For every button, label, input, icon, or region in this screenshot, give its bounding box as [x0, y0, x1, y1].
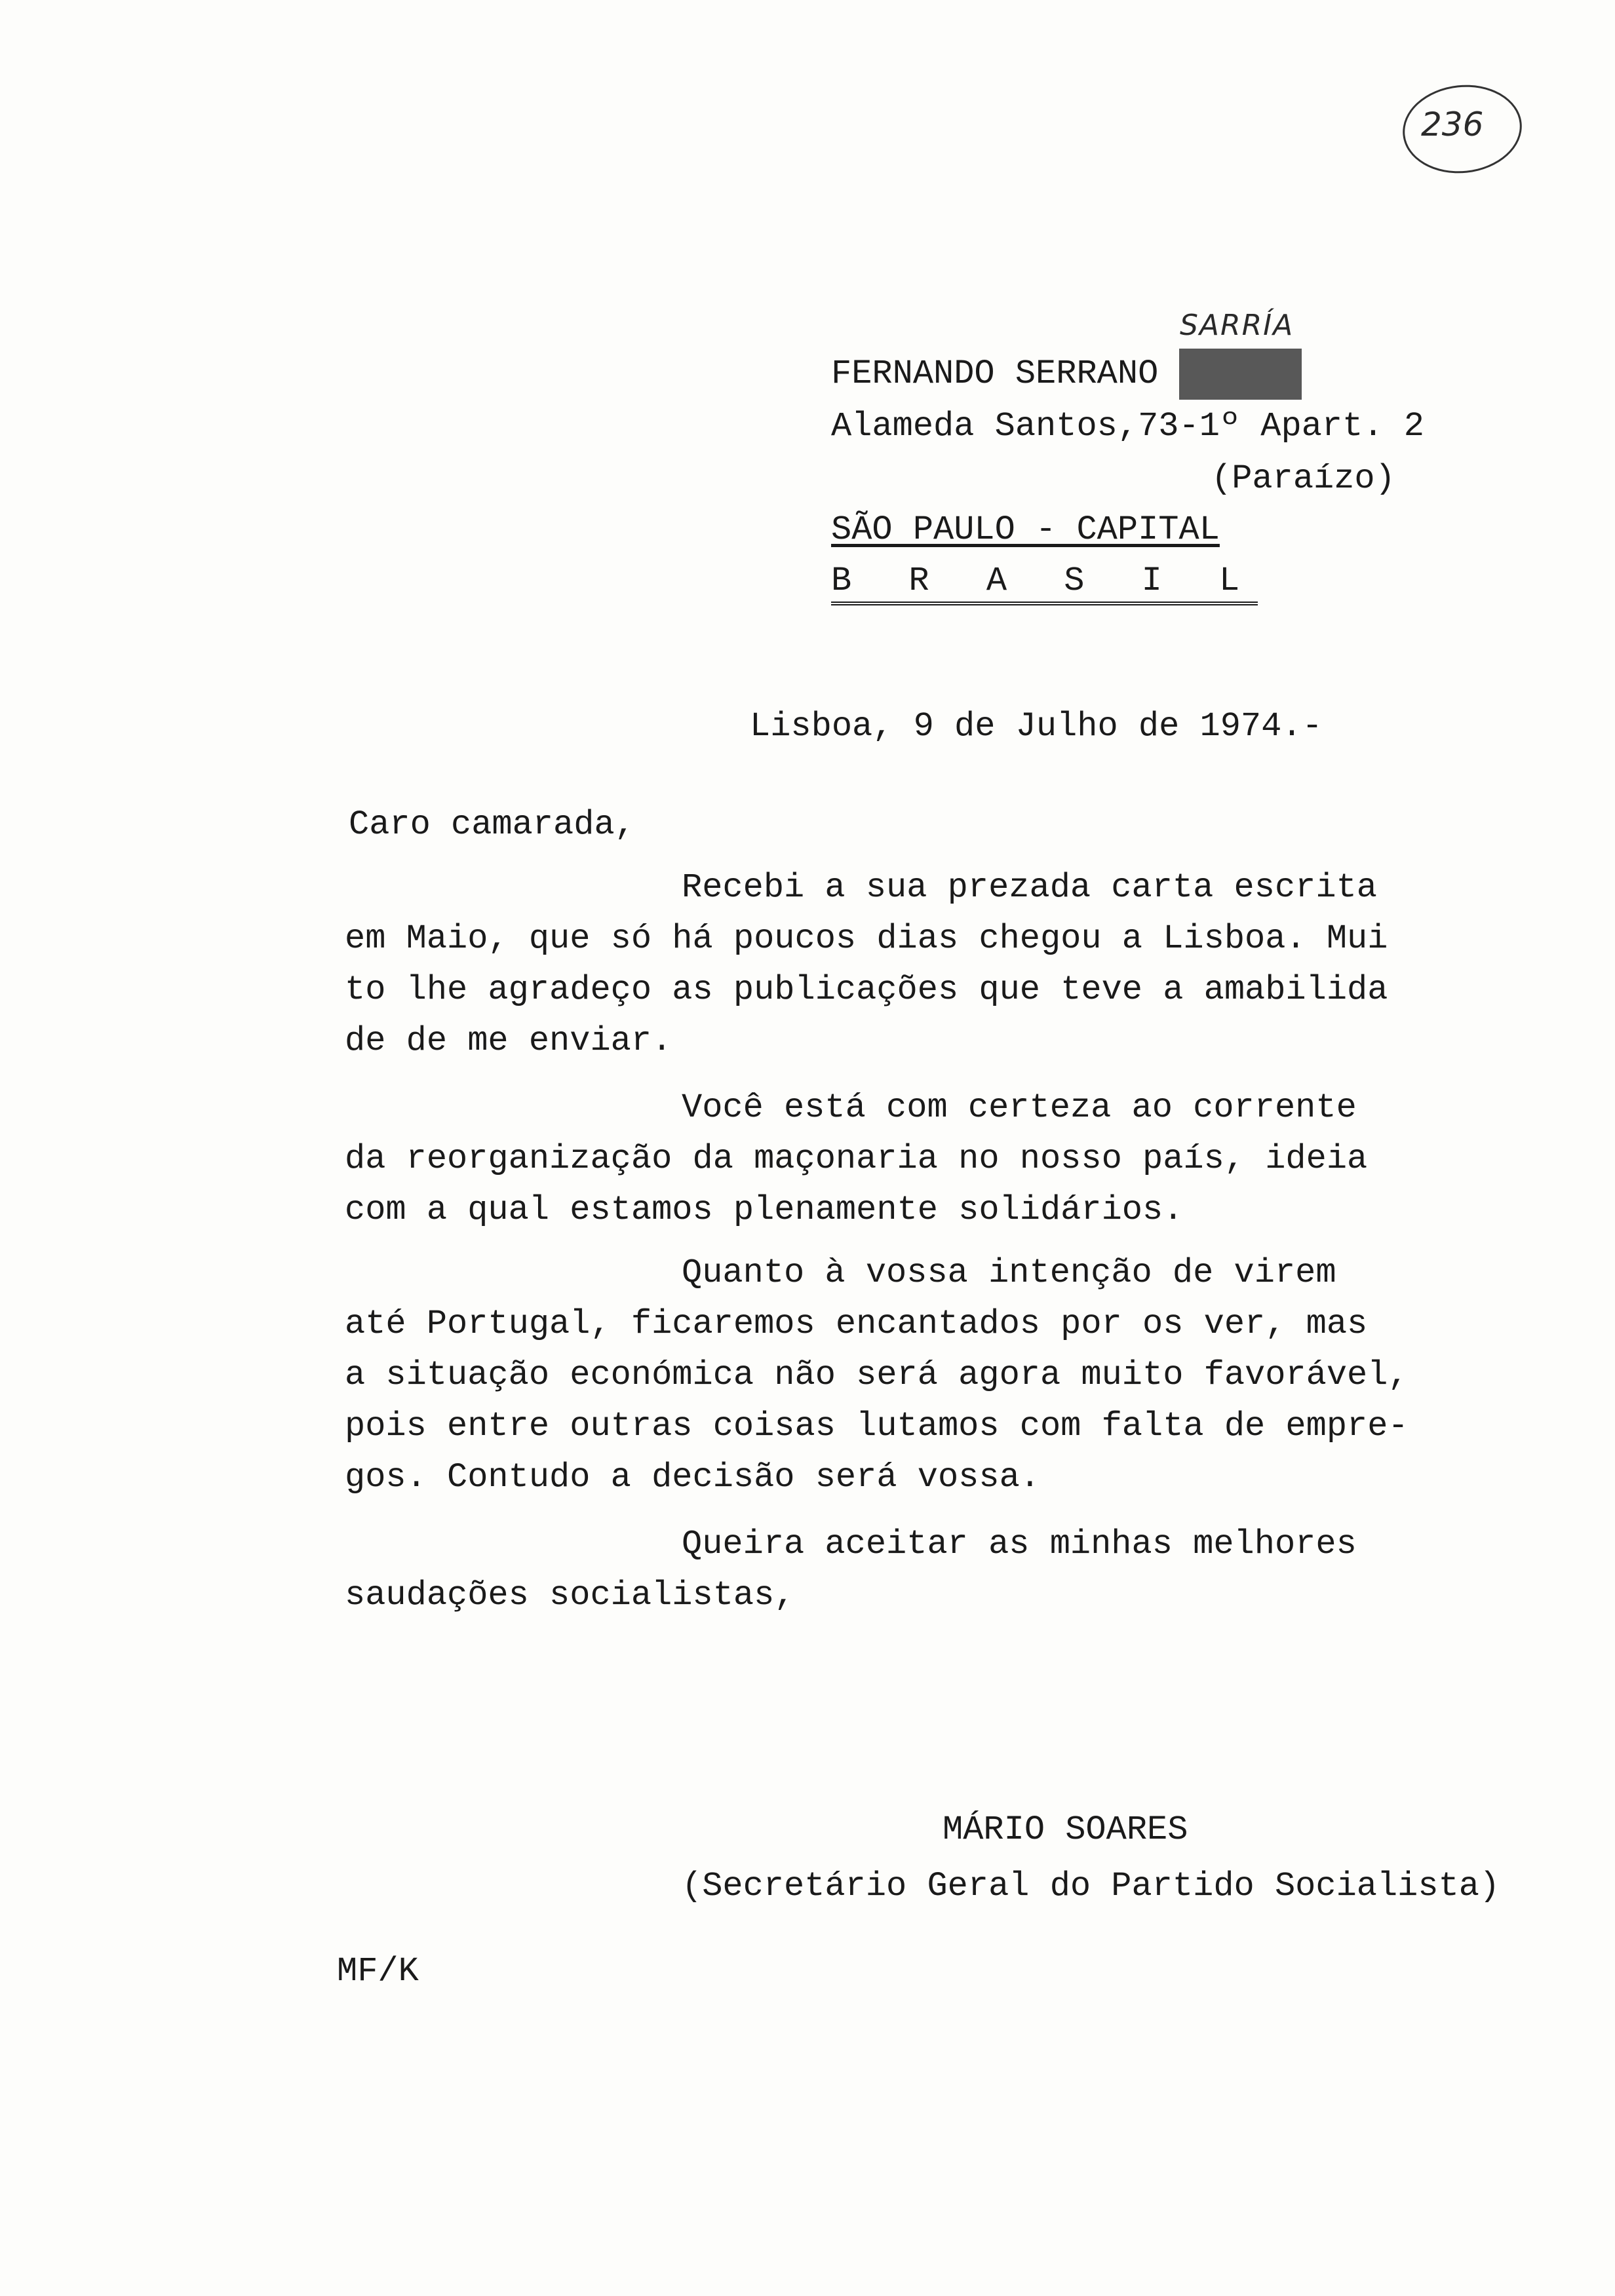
text-line: Quanto à vossa intenção de virem — [682, 1253, 1336, 1292]
recipient-country: B R A S I L — [831, 562, 1258, 605]
text-line: saudações socialistas, — [345, 1576, 795, 1615]
text-line: Recebi a sua prezada carta escrita — [682, 868, 1377, 907]
text-line: em Maio, que só há poucos dias chegou a Lisboa. Mui — [345, 919, 1388, 958]
salutation: Caro camarada, — [349, 805, 635, 844]
text-line: gos. Contudo a decisão será vossa. — [345, 1458, 1040, 1497]
typist-reference: MF/K — [337, 1952, 419, 1991]
signature-name: MÁRIO SOARES — [943, 1810, 1188, 1849]
text-line: a situação económica não será agora muito favorável, — [345, 1356, 1409, 1394]
signature-title: (Secretário Geral do Partido Socialista) — [682, 1867, 1500, 1905]
text-line: da reorganização da maçonaria no nosso país, ideia — [345, 1139, 1368, 1178]
recipient-city: SÃO PAULO - CAPITAL — [831, 510, 1220, 549]
page-number: 236 — [1421, 105, 1484, 144]
text-line: to lhe agradeço as publicações que teve a amabilida — [345, 970, 1388, 1009]
recipient-name-line — [831, 349, 1302, 400]
text-line: Queira aceitar as minhas melhores — [682, 1525, 1357, 1563]
text-line: até Portugal, ficaremos encantados por os ver, mas — [345, 1305, 1368, 1343]
text-line: pois entre outras coisas lutamos com falta de empre- — [345, 1407, 1409, 1445]
handwritten-annotation: SARRÍA — [1180, 309, 1294, 342]
recipient-address-line2: (Paraízo) — [1211, 459, 1395, 498]
struck-out-surname: SARRIA — [1179, 349, 1302, 400]
date-line: Lisboa, 9 de Julho de 1974.- — [750, 707, 1323, 746]
text-line: Você está com certeza ao corrente — [682, 1088, 1357, 1127]
text-line: com a qual estamos plenamente solidários. — [345, 1191, 1184, 1229]
text-line: de de me enviar. — [345, 1022, 672, 1060]
recipient-name: FERNANDO SERRANO — [831, 354, 1159, 393]
recipient-address-line1: Alameda Santos,73-1º Apart. 2 — [831, 407, 1424, 446]
